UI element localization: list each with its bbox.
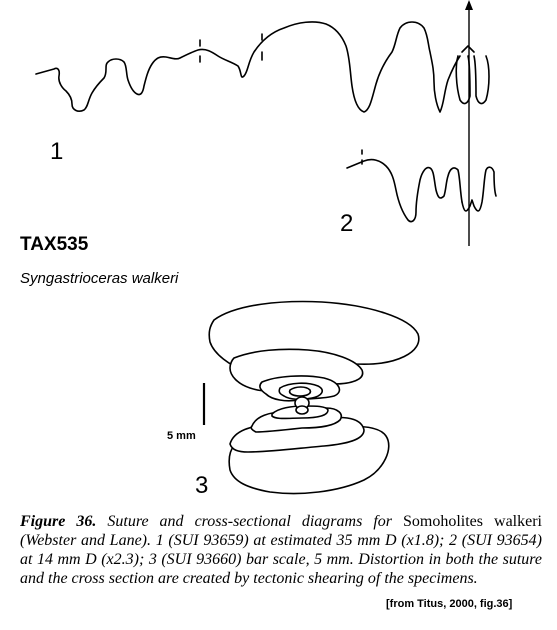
cross-section-number: 3: [195, 472, 209, 499]
suture-1-number: 1: [50, 138, 64, 165]
caption-text-a: Suture and cross-sectional diagrams for: [96, 513, 403, 530]
taxon-id: TAX535: [20, 234, 89, 255]
suture-line-1: [36, 22, 460, 112]
whorl-0-upper: [290, 387, 311, 396]
cross-section: [209, 302, 419, 494]
caption-figure-number: Figure 36.: [20, 513, 97, 530]
caption-text-c: (Webster and Lane). 1 (SUI 93659) at estimated 35 mm D (x1.8); 2 (SUI 93654) at 14 mm D (x2.3); 3 (SUI 93660) bar scale, 5 mm. Distortion in both the suture and the cross section are created by tectonic shearing of the specimens.: [20, 532, 542, 587]
species-name: Syngastrioceras walkeri: [20, 270, 179, 287]
suture-saddle-terminal-right: [474, 56, 489, 103]
suture-saddle-terminal: [456, 56, 470, 103]
suture-line-2: [347, 160, 462, 222]
caption-text-b: walkeri: [483, 513, 542, 530]
source-citation: [from Titus, 2000, fig.36]: [386, 598, 513, 610]
caption-genus: Somoholites: [403, 513, 484, 530]
suture-2-number: 2: [340, 210, 354, 237]
axis-arrowhead: [465, 0, 473, 10]
figure-caption: [20, 512, 542, 588]
scale-bar-label: 5 mm: [167, 430, 196, 442]
